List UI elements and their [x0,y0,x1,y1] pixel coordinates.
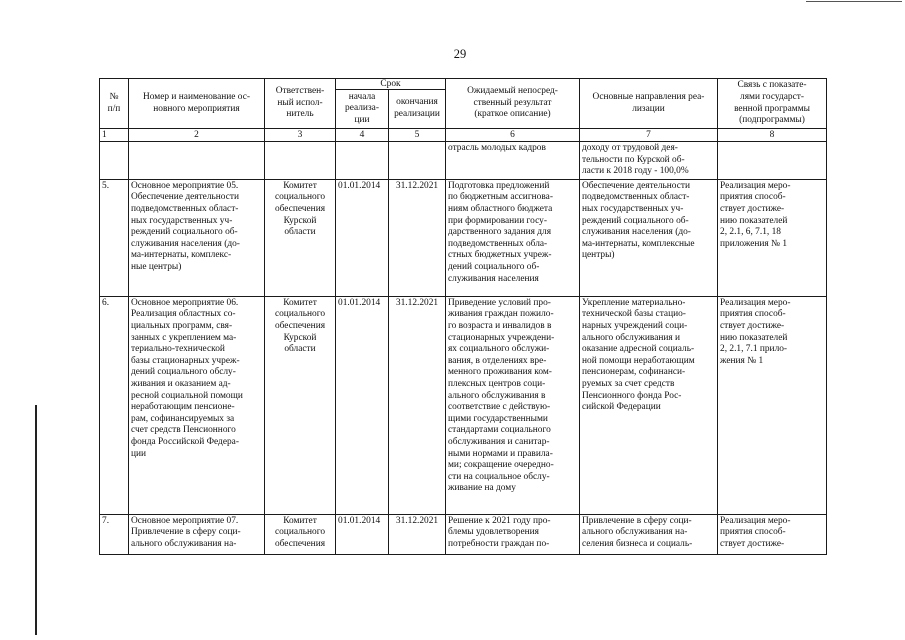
indicator-link: Реализация меро- приятия способ- ствует достиже- [718,514,827,554]
empty-cell [129,142,265,180]
column-number: 2 [129,129,265,142]
expected-result: Приведение условий про- живания граждан пожило- го возраста и инвалидов в стационарных учреждени- ях социального обслужи- вания, в отделениях вре- менного проживания ком- плексных центров соци- ального обслуживания в соответствие с действую- щими государственными стандартами социального обслуживания и санитар- ными нормами и правила- ми; сокращение очередно- сти на социальное обслу- живание на дому [446,296,580,514]
header-row-1 [100,79,827,90]
measure-name: Основное мероприятие 05. Обеспечение деятельности подведомственных област- ных государственных уч- реждений социального об- служивания населения (до- ма-интернаты, комплекс- ные центры) [129,179,265,296]
measure-name: Основное мероприятие 07. Привлечение в сферу соци- ального обслуживания на- [129,514,265,554]
column-number: 8 [718,129,827,142]
scan-edge-line [35,405,37,635]
top-edge-rule [806,1,902,2]
empty-cell [718,142,827,180]
expected-result: Подготовка предложений по бюджетным ассигнова- ниям областного бюджета при формировании госу- дарственного задания для подведомственных обла- стных бюджетных учреж- дений социального об- служивания населения [446,179,580,296]
row-number: 7. [100,514,129,554]
column-number: 4 [336,129,389,142]
header-responsible: Ответствен- ный испол- нитель [265,79,336,129]
header-term-start: начала реализа- ции [336,90,389,129]
column-number: 7 [580,129,718,142]
page-number: 29 [453,47,467,61]
table-row [100,179,827,296]
row-number: 6. [100,296,129,514]
column-number: 5 [389,129,446,142]
start-date: 01.01.2014 [336,296,389,514]
start-date: 01.01.2014 [336,179,389,296]
column-number: 6 [446,129,580,142]
column-number: 3 [265,129,336,142]
header-result: Ожидаемый непосред- ственный результат (краткое описание) [446,79,580,129]
empty-cell [100,142,129,180]
measure-name: Основное мероприятие 06. Реализация областных со- циальных программ, свя- занных с укреплением ма- териально-технической базы стационарных учреж- дений социального обслу- живания и оказанием ад- ресной социальной помощи неработающим пенсионе- рам, софинансируемых за счет средств Пенсионного фонда Российской Федера- ции [129,296,265,514]
empty-cell [265,142,336,180]
end-date: 31.12.2021 [389,514,446,554]
start-date: 01.01.2014 [336,514,389,554]
row-number: 5. [100,179,129,296]
end-date: 31.12.2021 [389,296,446,514]
measures-table [99,78,827,555]
column-number: 1 [100,129,129,142]
directions-continuation: доходу от трудовой дея- тельности по Курской об- ласти к 2018 году - 100,0% [580,142,718,180]
continuation-row [100,142,827,180]
responsible-executor: Комитет социального обеспечения [265,514,336,554]
end-date: 31.12.2021 [389,179,446,296]
responsible-executor: Комитет социального обеспечения Курской области [265,179,336,296]
column-number-row [100,129,827,142]
header-term-end: окончания реализации [389,90,446,129]
header-name: Номер и наименование ос- новного мероприятия [129,79,265,129]
header-term: Срок [336,79,446,90]
table-row [100,514,827,554]
header-num: № п/п [100,79,129,129]
implementation-directions: Привлечение в сферу соци- ального обслуживания на- селения бизнеса и социаль- [580,514,718,554]
indicator-link: Реализация меро- приятия способ- ствует достиже- нию показателей 2, 2.1, 7.1 прило- жения № 1 [718,296,827,514]
header-link: Связь с показате- лями государст- венной программы (подпрограммы) [718,79,827,129]
header-directions: Основные направления реа- лизации [580,79,718,129]
empty-cell [336,142,389,180]
indicator-link: Реализация меро- приятия способ- ствует достиже- нию показателей 2, 2.1, 6, 7.1, 18 приложения № 1 [718,179,827,296]
result-continuation: отрасль молодых кадров [446,142,580,180]
implementation-directions: Укрепление материально- технической базы стацио- нарных учреждений соци- ального обслуживания и оказание адресной социаль- ной помощи неработающим пенсионерам, софинанси- руемых за счет средств Пенсионного фонда Рос- сийской Федерации [580,296,718,514]
expected-result: Решение к 2021 году про- блемы удовлетворения потребности граждан по- [446,514,580,554]
implementation-directions: Обеспечение деятельности подведомственных област- ных государственных уч- реждений социального об- служивания населения (до- ма-интернаты, комплексные центры) [580,179,718,296]
responsible-executor: Комитет социального обеспечения Курской области [265,296,336,514]
table-row [100,296,827,514]
empty-cell [389,142,446,180]
